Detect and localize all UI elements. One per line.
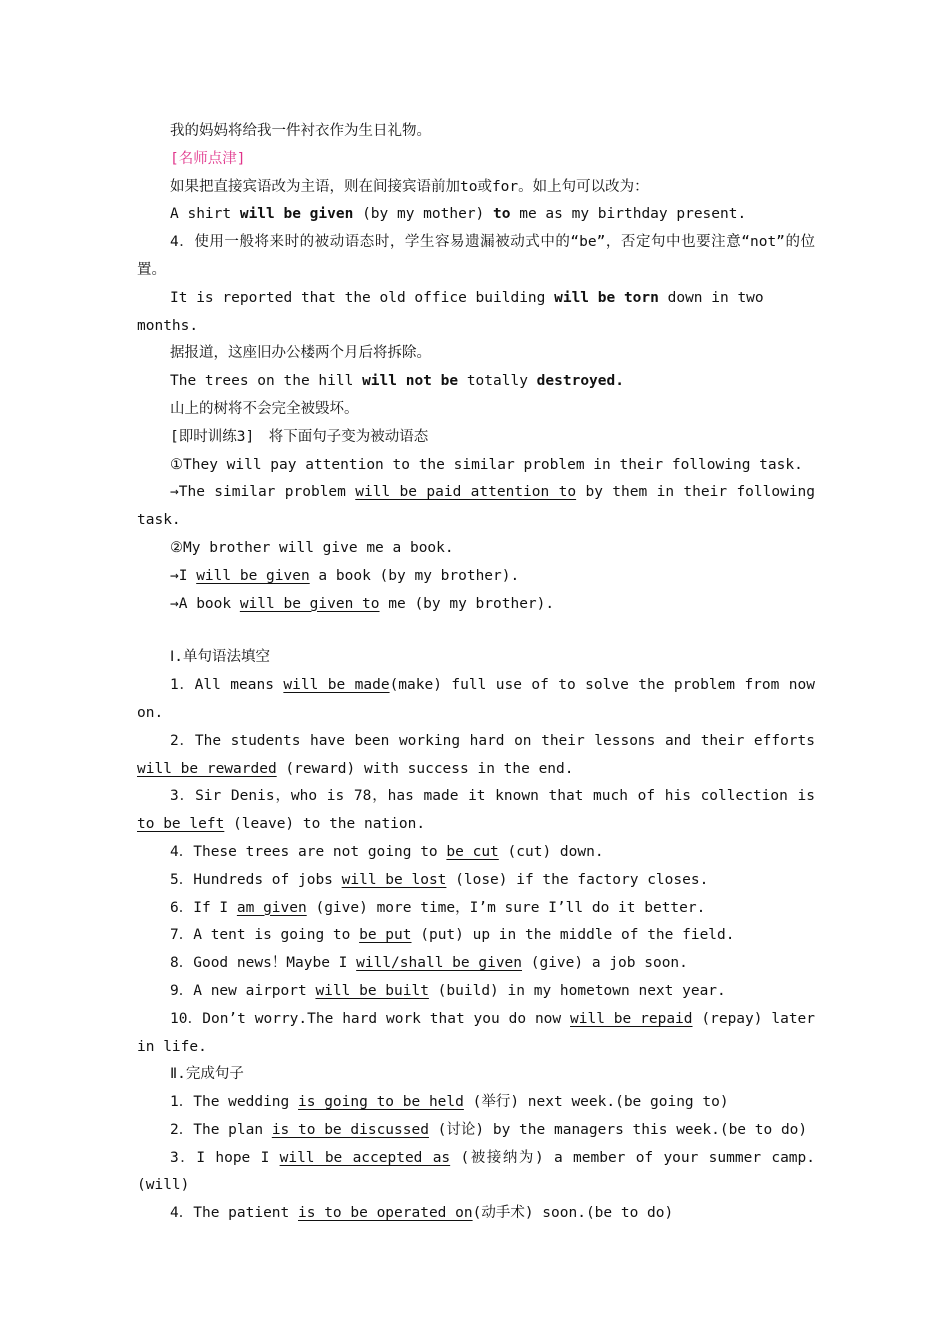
- document-page: [137, 118, 815, 1228]
- exercise-item: 4．The patient is to be operated on(动手术) soon.(be to do): [170, 1205, 674, 1222]
- practice-answer: →I will be given a book (by my brother).: [170, 567, 520, 584]
- tip-text: 如果把直接宾语改为主语，则在间接宾语前加to或for。如上句可以改为：: [170, 178, 649, 195]
- teacher-tip-label: [名师点津]: [170, 150, 246, 167]
- exercise-item: 5．Hundreds of jobs will be lost (lose) if the factory closes.: [170, 871, 709, 888]
- practice-sentence: ②My brother will give me a book.: [170, 539, 454, 556]
- practice-sentence: ①They will pay attention to the similar problem in their following task.: [170, 456, 803, 473]
- exercise-item: 6．If I am given (give) more time，I’m sure I’ll do it better.: [170, 899, 706, 916]
- section-gap: [137, 618, 815, 644]
- section-heading: Ⅰ.单句语法填空: [170, 649, 271, 666]
- practice-answer: →A book will be given to me (by my brother).: [170, 595, 555, 612]
- practice-heading: [即时训练3] 将下面句子变为被动语态: [170, 428, 429, 445]
- chinese-sentence: 山上的树将不会完全被毁坏。: [170, 400, 359, 417]
- exercise-item: 7．A tent is going to be put (put) up in the middle of the field.: [170, 927, 735, 944]
- exercise-item: 10．Don’t worry.The hard work that you do now will be repaid (repay) later in life.: [137, 1010, 816, 1055]
- section-heading: Ⅱ.完成句子: [170, 1066, 244, 1083]
- exercise-item: 1．The wedding is going to be held (举行) next week.(be going to): [170, 1094, 729, 1111]
- exercise-item: 2．The students have been working hard on their lessons and their efforts will be rewarded (reward) with success in the end.: [137, 732, 815, 777]
- exercise-item: 9．A new airport will be built (build) in my hometown next year.: [170, 982, 726, 999]
- exercise-item: 3．I hope I will be accepted as (被接纳为) a member of your summer camp.(will): [137, 1149, 815, 1194]
- example-sentence: A shirt will be given (by my mother) to me as my birthday present.: [170, 206, 747, 223]
- exercise-item: 1．All means will be made(make) full use of to solve the problem from now on.: [137, 677, 815, 721]
- example-sentence: It is reported that the old office building will be torn down in two months.: [137, 289, 764, 334]
- exercise-item: 8．Good news！Maybe I will/shall be given (give) a job soon.: [170, 955, 688, 972]
- practice-answer: →The similar problem will be paid attention to by them in their following task.: [137, 484, 816, 529]
- grammar-fill-list: [137, 672, 815, 1061]
- exercise-item: 2．The plan is to be discussed (讨论) by the managers this week.(be to do): [170, 1121, 808, 1138]
- note-item-4: 4．使用一般将来时的被动语态时，学生容易遗漏被动式中的“be”，否定句中也要注意“not”的位置。: [137, 234, 815, 278]
- sentence-completion-list: [137, 1089, 815, 1228]
- exercise-item: 3．Sir Denis，who is 78，has made it known that much of his collection is to be left (leave) to the nation.: [137, 788, 815, 833]
- chinese-sentence: 我的妈妈将给我一件衬衣作为生日礼物。: [170, 123, 431, 139]
- chinese-sentence: 据报道，这座旧办公楼两个月后将拆除。: [170, 345, 431, 362]
- exercise-item: 4．These trees are not going to be cut (cut) down.: [170, 843, 604, 860]
- example-sentence: The trees on the hill will not be totally destroyed.: [170, 373, 624, 390]
